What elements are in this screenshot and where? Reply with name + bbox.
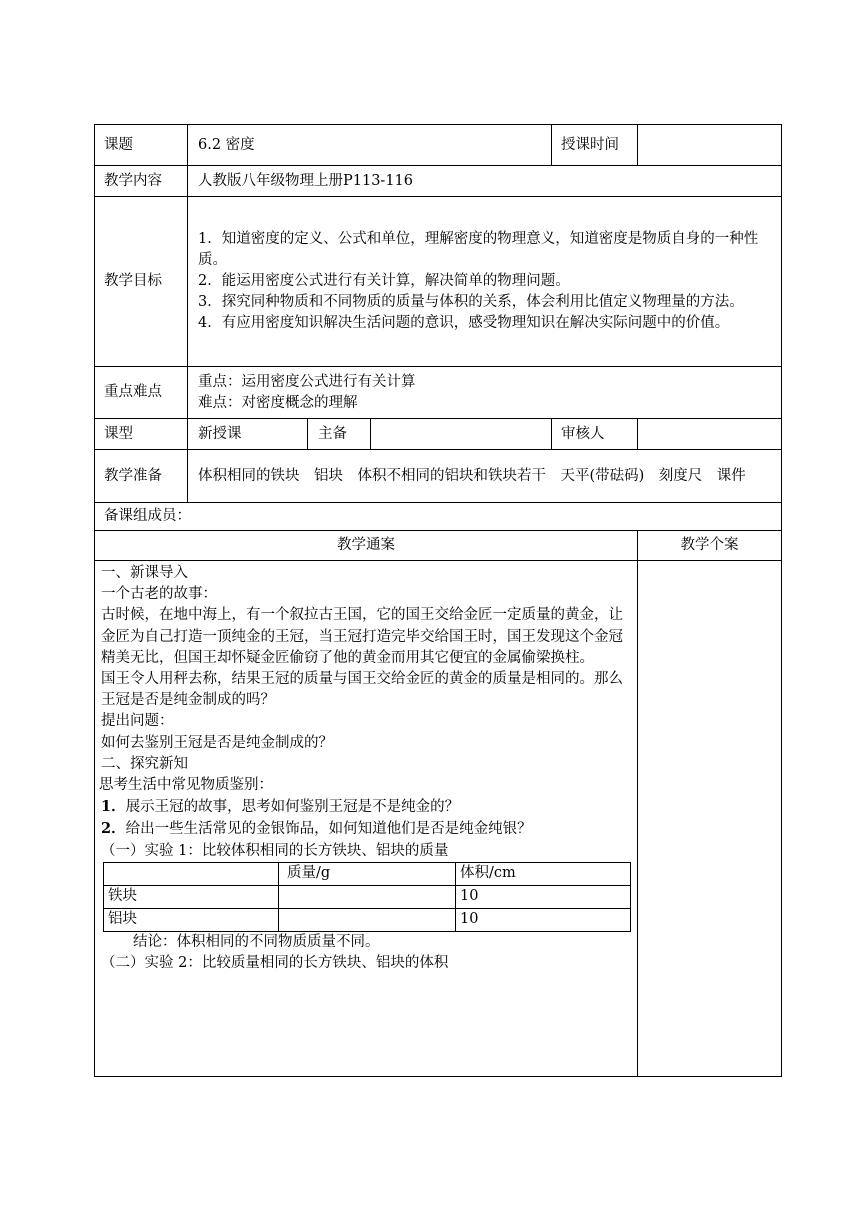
time-label: 授课时间 xyxy=(552,125,638,166)
time-value xyxy=(638,125,782,166)
section-title: 一、新课导入 xyxy=(101,565,188,581)
list-item xyxy=(101,818,631,840)
lead-value xyxy=(371,419,552,450)
key-points xyxy=(188,367,782,419)
key-label: 重点难点 xyxy=(95,367,188,419)
lesson-plan-table xyxy=(94,124,782,1077)
key-point: 重点：运用密度公式进行有关计算 xyxy=(198,373,416,390)
experiment-title: （二）实验 2：比较质量相同的长方铁块、铝块的体积 xyxy=(101,955,449,972)
table-cell: 10 xyxy=(456,908,631,931)
question-title: 提出问题： xyxy=(101,713,174,730)
table-cell xyxy=(279,885,456,908)
list-item xyxy=(101,796,631,818)
table-header-cell xyxy=(104,862,279,885)
story-title: 一个古老的故事： xyxy=(101,586,217,603)
prep-label: 教学准备 xyxy=(95,450,188,503)
table-header-cell: 质量/g xyxy=(279,862,456,885)
goal-item: 4．有应用密度知识解决生活问题的意识，感受物理知识在解决实际问题中的价值。 xyxy=(198,315,730,331)
goal-item: 3．探究同种物质和不同物质的质量与体积的关系，体会利用比值定义物理量的方法。 xyxy=(198,294,744,310)
personal-plan-body xyxy=(638,561,782,1077)
conclusion-text: 结论：体积相同的不同物质质量不同。 xyxy=(133,933,380,950)
table-header-cell: 体积/cm xyxy=(456,862,631,885)
table-cell: 铁块 xyxy=(104,885,279,908)
experiment-title: （一）实验 1：比较体积相同的长方铁块、铝块的质量 xyxy=(101,842,449,859)
goals-list xyxy=(188,197,782,367)
table-row xyxy=(104,908,631,931)
list-number: 1． xyxy=(101,798,126,816)
reviewer-value xyxy=(638,419,782,450)
list-text: 给出一些生活常见的金银饰品，如何知道他们是否是纯金纯银？ xyxy=(125,821,532,838)
list-number: 2． xyxy=(101,820,126,838)
goal-item: 2．能运用密度公式进行有关计算，解决简单的物理问题。 xyxy=(198,273,570,289)
table-row xyxy=(104,885,631,908)
table-cell xyxy=(279,908,456,931)
type-label: 课型 xyxy=(95,419,188,450)
topic-label: 课题 xyxy=(95,125,188,166)
members-label: 备课组成员： xyxy=(95,503,782,531)
reviewer-label: 审核人 xyxy=(552,419,638,450)
goal-item: 1．知道密度的定义、公式和单位，理解密度的物理意义，知道密度是物质自身的一种性质。 xyxy=(198,231,759,268)
story-paragraph: 古时候，在地中海上，有一个叙拉古王国，它的国王交给金匠一定质量的黄金，让金匠为自己打造一顶纯金的王冠，当王冠打造完毕交给国王时，国王发现这个金冠精美无比，但国王却怀疑金匠偷窃了他的黄金而用其它便宜的金属偷梁换柱。 xyxy=(101,607,623,666)
question-text: 如何去鉴别王冠是否是纯金制成的？ xyxy=(101,734,333,751)
list-text: 展示王冠的故事，思考如何鉴别王冠是不是纯金的？ xyxy=(125,799,460,816)
goals-label: 教学目标 xyxy=(95,197,188,367)
type-value: 新授课 xyxy=(188,419,308,450)
column-common-header: 教学通案 xyxy=(95,531,638,561)
story-paragraph: 国王令人用秤去称，结果王冠的质量与国王交给金匠的黄金的质量是相同的。那么王冠是否是纯金制成的吗？ xyxy=(101,671,623,709)
common-plan-body xyxy=(95,561,638,1077)
think-text: 思考生活中常见物质鉴别： xyxy=(99,777,273,794)
lead-label: 主备 xyxy=(308,419,371,450)
experiment-1-table xyxy=(103,862,631,932)
content-label: 教学内容 xyxy=(95,166,188,197)
section-title: 二、探究新知 xyxy=(101,755,188,772)
key-point: 难点：对密度概念的理解 xyxy=(198,394,358,411)
table-cell: 铝块 xyxy=(104,908,279,931)
table-cell: 10 xyxy=(456,885,631,908)
prep-value: 体积相同的铁块 铝块 体积不相同的铝块和铁块若干 天平(带砝码) 刻度尺 课件 xyxy=(188,450,782,503)
topic-value: 6.2 密度 xyxy=(188,125,552,166)
content-value: 人教版八年级物理上册P113-116 xyxy=(188,166,782,197)
column-personal-header: 教学个案 xyxy=(638,531,782,561)
